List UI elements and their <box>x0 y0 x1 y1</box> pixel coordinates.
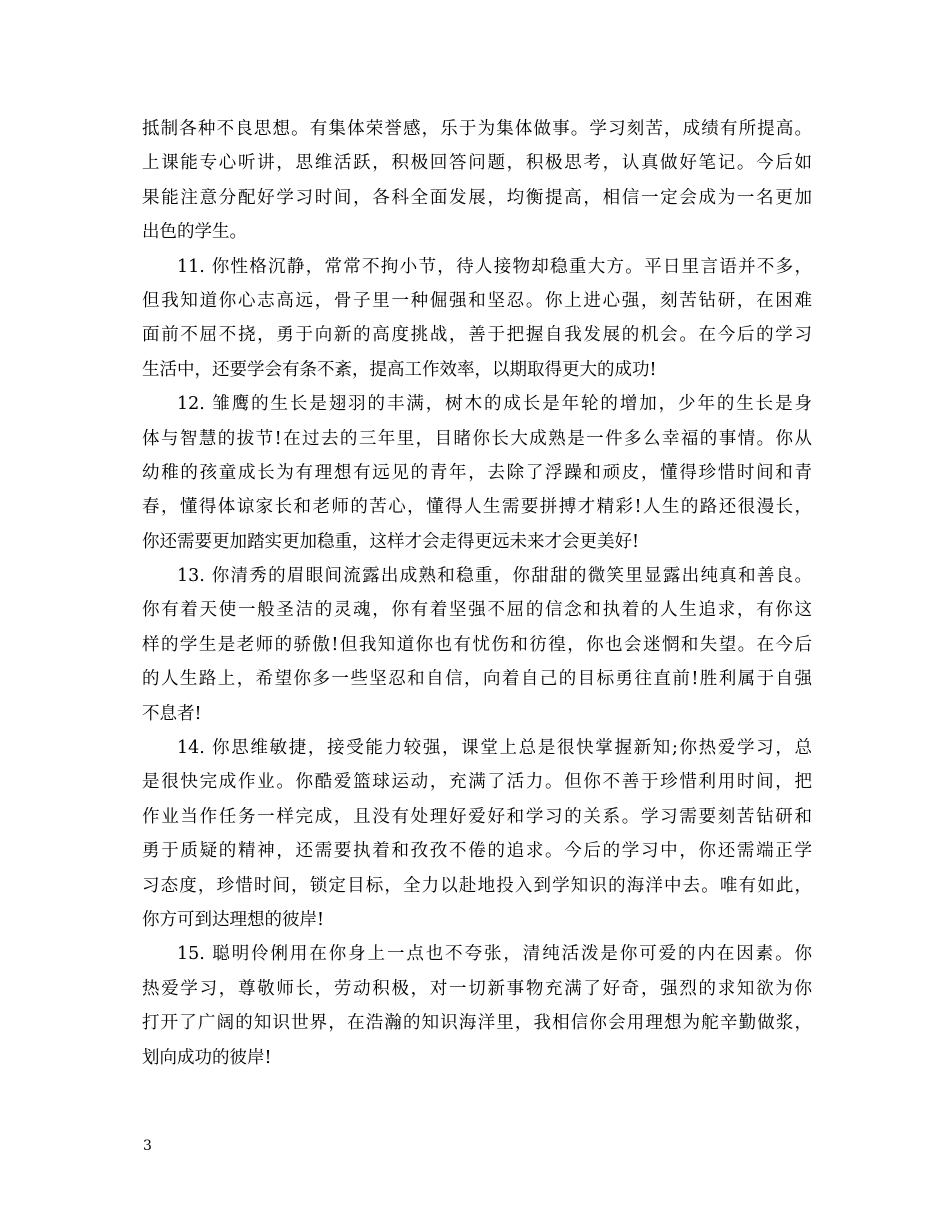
text-line: 出色的学生。 <box>142 222 247 243</box>
text-line: 11. 你性格沉静，常常不拘小节，待人接物却稳重大方。平日里言语并不多， <box>177 256 812 277</box>
text-line: 春，懂得体谅家长和老师的苦心，懂得人生需要拼搏才精彩!人生的路还很漫长， <box>142 497 812 518</box>
text-line: 但我知道你心志高远，骨子里一种倔强和坚忍。你上进心强，刻苦钻研，在困难 <box>142 290 812 311</box>
text-line: 上课能专心听讲，思维活跃，积极回答问题，积极思考，认真做好笔记。今后如 <box>142 153 812 174</box>
text-line: 面前不屈不挠，勇于向新的高度挑战，善于把握自我发展的机会。在今后的学习 <box>142 325 812 346</box>
paragraph-comment-13 <box>142 559 812 731</box>
text-line: 热爱学习，尊敬师长，劳动积极，对一切新事物充满了好奇，强烈的求知欲为你 <box>142 978 812 999</box>
text-line: 的人生路上，希望你多一些坚忍和自信，向着自己的目标勇往直前!胜利属于自强 <box>142 669 812 690</box>
text-line: 作业当作任务一样完成，且没有处理好爱好和学习的关系。学习需要刻苦钻研和 <box>142 806 812 827</box>
text-line: 14. 你思维敏捷，接受能力较强，课堂上总是很快掌握新知;你热爱学习，总 <box>177 738 812 759</box>
text-line: 你有着天使一般圣洁的灵魂，你有着坚强不屈的信念和执着的人生追求，有你这 <box>142 600 812 621</box>
text-line: 打开了广阔的知识世界，在浩瀚的知识海洋里，我相信你会用理想为舵辛勤做浆， <box>142 1013 812 1034</box>
paragraph-continuation <box>142 112 812 250</box>
text-line: 是很快完成作业。你酷爱篮球运动，充满了活力。但你不善于珍惜利用时间，把 <box>142 772 812 793</box>
text-line: 习态度，珍惜时间，锁定目标，全力以赴地投入到学知识的海洋中去。唯有如此， <box>142 875 812 896</box>
text-line: 生活中，还要学会有条不紊，提高工作效率，以期取得更大的成功! <box>142 359 657 380</box>
paragraph-comment-14 <box>142 731 812 937</box>
text-line: 不息者! <box>142 703 202 724</box>
text-line: 12. 雏鹰的生长是翅羽的丰满，树木的成长是年轮的增加，少年的生长是身 <box>177 394 812 415</box>
text-line: 幼稚的孩童成长为有理想有远见的青年，去除了浮躁和顽皮，懂得珍惜时间和青 <box>142 462 812 483</box>
document-body <box>142 112 812 1075</box>
text-line: 13. 你清秀的眉眼间流露出成熟和稳重，你甜甜的微笑里显露出纯真和善良。 <box>177 566 812 587</box>
paragraph-comment-12 <box>142 387 812 559</box>
text-line: 你方可到达理想的彼岸! <box>142 909 325 930</box>
text-line: 体与智慧的拔节!在过去的三年里，目睹你长大成熟是一件多么幸福的事情。你从 <box>142 428 812 449</box>
text-line: 样的学生是老师的骄傲!但我知道你也有忧伤和彷徨，你也会迷惘和失望。在今后 <box>142 634 812 655</box>
text-line: 你还需要更加踏实更加稳重，这样才会走得更远未来才会更美好! <box>142 531 640 552</box>
text-line: 果能注意分配好学习时间，各科全面发展，均衡提高，相信一定会成为一名更加 <box>142 187 812 208</box>
text-line: 抵制各种不良思想。有集体荣誉感，乐于为集体做事。学习刻苦，成绩有所提高。 <box>142 119 812 139</box>
paragraph-comment-15 <box>142 937 812 1075</box>
text-line: 15. 聪明伶俐用在你身上一点也不夸张，清纯活泼是你可爱的内在因素。你 <box>177 944 812 965</box>
paragraph-comment-11 <box>142 250 812 388</box>
page-number: 3 <box>143 1138 152 1154</box>
text-line: 划向成功的彼岸! <box>142 1047 272 1068</box>
text-line: 勇于质疑的精神，还需要执着和孜孜不倦的追求。今后的学习中，你还需端正学 <box>142 841 812 862</box>
